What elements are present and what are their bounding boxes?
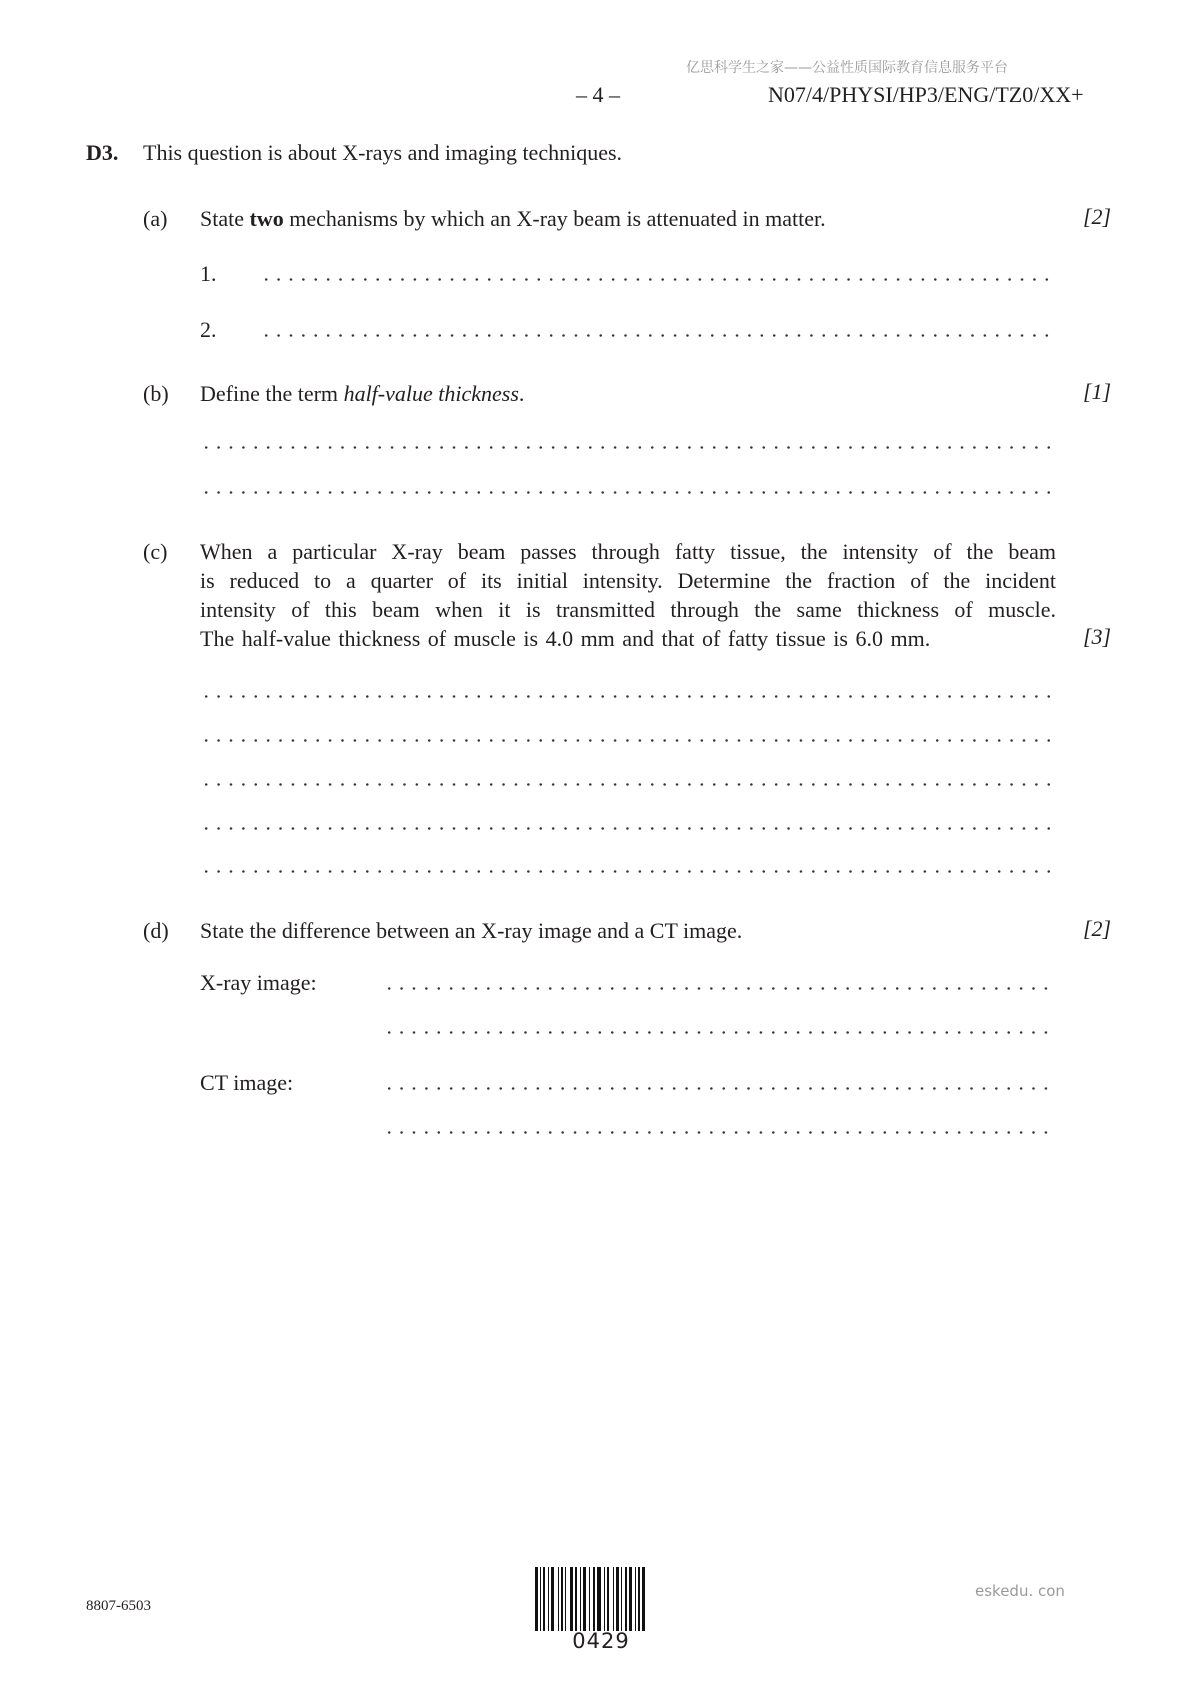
barcode-number: 0429 (572, 1629, 630, 1653)
part-b-text-italic: half-value thickness (343, 381, 519, 406)
barcode (535, 1567, 667, 1653)
part-a-item-2-label: 2. (200, 317, 217, 342)
answer-line[interactable] (200, 446, 1055, 449)
answer-line[interactable] (200, 491, 1055, 494)
part-b-label: (b) (143, 381, 169, 406)
answer-line[interactable] (383, 987, 1055, 990)
part-c-label: (c) (143, 539, 168, 564)
ct-image-label: CT image: (200, 1070, 294, 1095)
question-number: D3. (86, 140, 119, 165)
part-b-text (200, 379, 524, 408)
part-d-label: (d) (143, 918, 169, 943)
site-watermark: eskedu. con (975, 1582, 1065, 1600)
part-b-text-post: . (518, 381, 525, 406)
answer-line[interactable] (200, 827, 1055, 830)
part-a-text-pre: State (200, 206, 250, 231)
part-d-marks: [2] (1083, 916, 1112, 941)
part-c-marks: [3] (1083, 624, 1112, 649)
answer-line[interactable] (200, 870, 1055, 873)
footer-code: 8807-6503 (86, 1598, 151, 1614)
part-a-label: (a) (143, 206, 168, 231)
paper-code: N07/4/PHYSI/HP3/ENG/TZ0/XX+ (768, 82, 1084, 107)
part-a-text-post: mechanisms by which an X-ray beam is attenuated in matter. (283, 206, 826, 231)
part-a-item-1-label: 1. (200, 261, 217, 286)
answer-line[interactable] (383, 1031, 1055, 1034)
part-c-line-1: When a particular X-ray beam passes through fatty tissue, the intensity of the beam (200, 539, 1056, 564)
answer-line[interactable] (383, 1087, 1055, 1090)
part-c-text (200, 537, 1056, 653)
part-c-line-2: is reduced to a quarter of its initial intensity. Determine the fraction of the incident (200, 568, 1056, 593)
answer-line[interactable] (200, 783, 1055, 786)
answer-line[interactable] (260, 334, 1055, 337)
answer-line[interactable] (200, 695, 1055, 698)
page-number: – 4 – (576, 82, 620, 107)
part-a-text (200, 204, 826, 233)
watermark-text: 亿思科学生之家——公益性质国际教育信息服务平台 (686, 60, 1008, 76)
part-b-text-pre: Define the term (200, 381, 344, 406)
answer-line[interactable] (383, 1131, 1055, 1134)
part-a-text-bold: two (249, 206, 284, 231)
part-a-marks: [2] (1083, 204, 1112, 229)
part-c-line-3: intensity of this beam when it is transmitted through the same thickness of muscle. (200, 597, 1056, 622)
xray-image-label: X-ray image: (200, 970, 317, 995)
part-b-marks: [1] (1083, 379, 1112, 404)
part-c-line-4: The half-value thickness of muscle is 4.0 mm and that of fatty tissue is 6.0 mm. (200, 626, 931, 651)
barcode-bars (535, 1567, 667, 1631)
answer-line[interactable] (200, 739, 1055, 742)
answer-line[interactable] (260, 278, 1055, 281)
part-d-text: State the difference between an X-ray image and a CT image. (200, 918, 743, 943)
question-intro: This question is about X-rays and imaging techniques. (143, 140, 623, 165)
